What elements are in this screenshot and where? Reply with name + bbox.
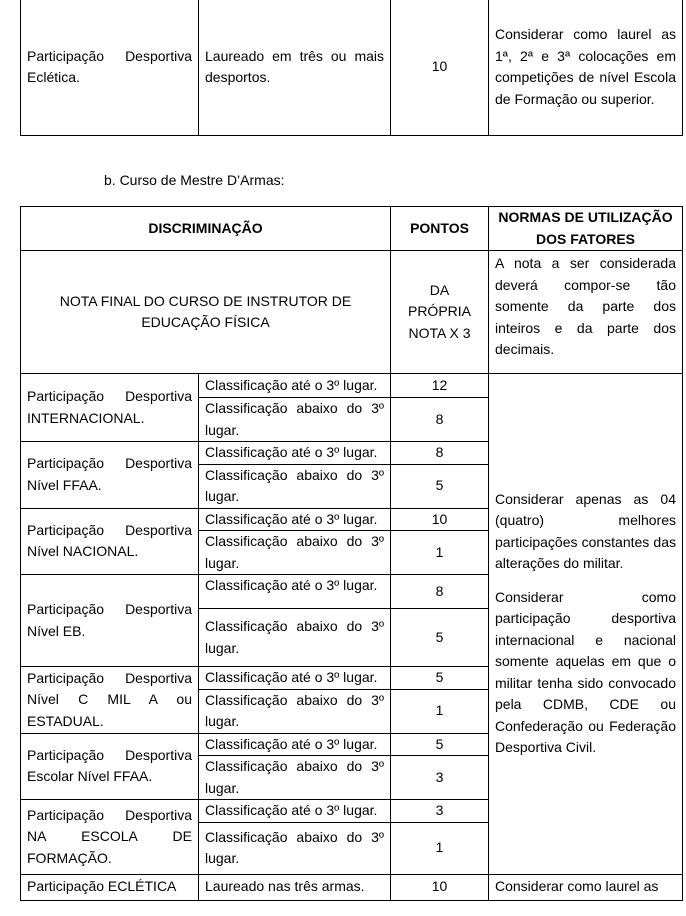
criterion-below-cell: Classificação abaixo do 3º lugar.	[199, 531, 391, 575]
criterion-below-cell: Classificação abaixo do 3º lugar.	[199, 609, 391, 667]
points-below-cell: 8	[391, 398, 489, 442]
criterion-top-cell: Classificação até o 3º lugar.	[199, 667, 391, 690]
criterion-top-cell: Classificação até o 3º lugar.	[199, 508, 391, 531]
discipline-cell: Participação Desportiva Nível C MIL A ou ESTADUAL.	[21, 667, 199, 734]
points-below-cell: 1	[391, 822, 489, 874]
criterion-cell: Laureado em três ou mais desportos.	[199, 0, 391, 136]
points-below-cell: 5	[391, 464, 489, 508]
discipline-cell: Participação Desportiva Escolar Nível FFAA.	[21, 733, 199, 800]
points-top-cell: 12	[391, 374, 489, 398]
last-row	[21, 874, 683, 900]
criterion-top-cell: Classificação até o 3º lugar.	[199, 575, 391, 609]
last-norm: Considerar como laurel as	[489, 874, 683, 900]
merged-norms-cell	[489, 374, 683, 875]
discipline-cell: Participação Desportiva INTERNACIONAL.	[21, 374, 199, 442]
discipline-cell: Participação Desportiva Nível NACIONAL.	[21, 508, 199, 575]
criterion-top-cell: Classificação até o 3º lugar.	[199, 442, 391, 465]
header-points: PONTOS	[391, 207, 489, 251]
final-note-points: DA PRÓPRIA NOTA X 3	[391, 251, 489, 374]
last-points: 10	[391, 874, 489, 900]
points-cell: 10	[391, 0, 489, 136]
criterion-top-cell: Classificação até o 3º lugar.	[199, 374, 391, 398]
norm-cell: Considerar como laurel as 1ª, 2ª e 3ª colocações em competições de nível Escola de Formação ou superior.	[489, 0, 683, 136]
points-below-cell: 1	[391, 531, 489, 575]
points-top-cell: 3	[391, 800, 489, 823]
final-note-label: NOTA FINAL DO CURSO DE INSTRUTOR DE EDUCAÇÃO FÍSICA	[21, 251, 391, 374]
points-below-cell: 1	[391, 689, 489, 733]
discipline-cell: Participação Desportiva NA ESCOLA DE FORMAÇÃO.	[21, 800, 199, 875]
header-row	[21, 207, 683, 251]
norm-paragraph: Considerar como participação desportiva internacional e nacional somente aquelas em que o militar tenha sido convocado pela CDMB, CDE ou Confederação ou Federação Desportiva Civil.	[495, 588, 676, 756]
discipline-cell: Participação Desportiva Nível FFAA.	[21, 442, 199, 509]
table-row	[21, 374, 683, 398]
points-below-cell: 3	[391, 756, 489, 800]
points-top-cell: 10	[391, 508, 489, 531]
criterion-below-cell: Classificação abaixo do 3º lugar.	[199, 822, 391, 874]
criterion-top-cell: Classificação até o 3º lugar.	[199, 733, 391, 756]
points-top-cell: 5	[391, 733, 489, 756]
points-top-cell: 5	[391, 667, 489, 690]
groups-body	[21, 374, 683, 875]
discipline-cell: Participação Desportiva Eclética.	[21, 0, 199, 136]
previous-table	[20, 0, 683, 136]
criterion-top-cell: Classificação até o 3º lugar.	[199, 800, 391, 823]
final-note-norm: A nota a ser considerada deverá compor-se tão somente da parte dos inteiros e da parte dos decimais.	[489, 251, 683, 374]
last-discipline: Participação ECLÉTICA	[21, 874, 199, 900]
criterion-below-cell: Classificação abaixo do 3º lugar.	[199, 689, 391, 733]
points-top-cell: 8	[391, 575, 489, 609]
criterion-below-cell: Classificação abaixo do 3º lugar.	[199, 464, 391, 508]
header-norms: NORMAS DE UTILIZAÇÃO DOS FATORES	[489, 207, 683, 251]
points-below-cell: 5	[391, 609, 489, 667]
criterion-below-cell: Classificação abaixo do 3º lugar.	[199, 398, 391, 442]
discipline-cell: Participação Desportiva Nível EB.	[21, 575, 199, 667]
header-discrimination: DISCRIMINAÇÃO	[21, 207, 391, 251]
final-note-row	[21, 251, 683, 374]
table-row	[21, 0, 683, 136]
mestre-darmas-table	[20, 206, 683, 901]
norm-paragraph: Considerar apenas as 04 (quatro) melhores participações constantes das alterações do militar.	[495, 490, 676, 572]
criterion-below-cell: Classificação abaixo do 3º lugar.	[199, 756, 391, 800]
points-top-cell: 8	[391, 442, 489, 465]
section-caption: b. Curso de Mestre D’Armas:	[104, 172, 285, 188]
last-criterion: Laureado nas três armas.	[199, 874, 391, 900]
